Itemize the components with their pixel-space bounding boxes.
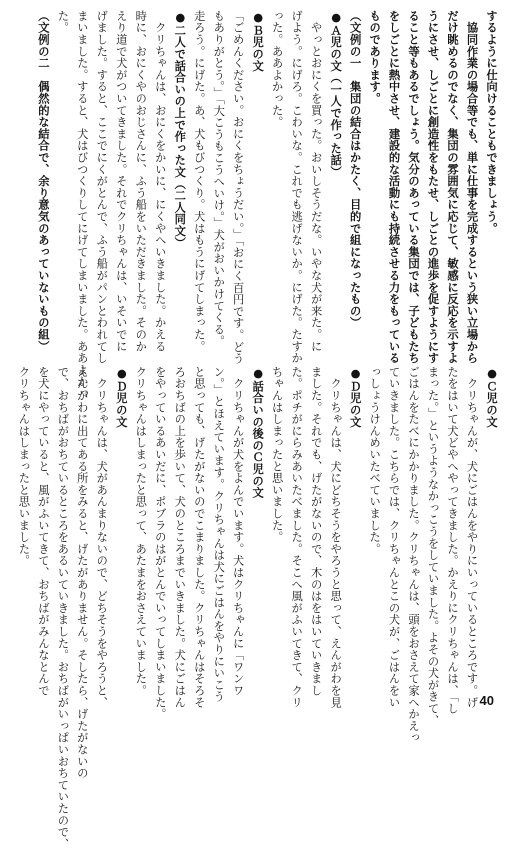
- text-column: まいました。すると、犬はびつくりしてにげてしまいました。ああよかっ: [75, 10, 89, 400]
- section-heading-column: ●Ｄ児の文: [114, 366, 129, 428]
- text-column: ものであります。: [368, 10, 383, 105]
- text-column: ごはんをたべにかかりました。クリちゃんは、頭をおさえて家へかえっ: [407, 366, 421, 744]
- text-column: った。ああよかった。: [270, 10, 284, 128]
- section-heading-column: （文例の一 集団の結合はかたく、目的で組になったもの）: [348, 10, 363, 329]
- text-column: た。: [56, 10, 70, 34]
- text-column: クリちゃんが犬をよんでいます。犬はクリちゃんに「ワンワ: [231, 366, 245, 697]
- text-column: するように仕向けることもできましょう。: [485, 10, 499, 235]
- text-column: げました。すると、ここでにくがとんで、ふう船がパンとわれてし: [95, 10, 109, 364]
- text-column: やっとおにくを買った。おいしそうだな。いやな犬が来た。に: [309, 10, 323, 353]
- section-heading-column: ●二人で話合いの上で作った文（二人同文）: [173, 10, 188, 249]
- text-column: えんがわに出てある所をみると、げたがありません。そしたら、げたがないの: [75, 366, 89, 779]
- text-column: ること等もあるでしょう。気分のあっている集団では、子どもたち: [407, 10, 422, 364]
- text-column: ン。」とほえています。クリちゃんは犬にごはんをやりにいこう: [212, 366, 226, 703]
- section-heading-column: （文例の二 偶然的な結合で、余り意気のあっていないもの組）: [36, 10, 51, 353]
- section-heading-column: ●Ｂ児の文: [251, 10, 266, 72]
- text-column: をやっているあいだに、ポブラのはがとんでいってしまいました。: [153, 366, 167, 720]
- text-column: 協同作業の場合等でも、単に仕事を完成するという狭い立場から: [465, 10, 480, 364]
- text-column: もありがとう。」「大こうもこうへいけ。」犬がおいかけてくる。: [212, 10, 226, 348]
- text-column: ていきました。こちらでは、クリちゃんとこの犬が、ごはんをい: [387, 366, 401, 709]
- text-column: っしょうけんめいたべていました。: [368, 366, 382, 555]
- text-column: だけ眺めるのでなく、集団の雰囲気に応じて、敏感に反応を示すよ: [446, 10, 461, 364]
- text-column: 時に、おにくやのおじさんに、ふう船をいただきました。そのか: [134, 10, 148, 353]
- text-column: えり道で犬がついてきました。それでクリちゃんは、いそいでに: [114, 10, 128, 353]
- text-column: ろおちばの上を歩いて、犬のところまでいきました。犬にごはん: [173, 366, 187, 709]
- text-column: た。ポチがにらみあいたべました。そこへ風がふいてきて、クリ: [290, 366, 304, 709]
- text-column: たをはいて犬どやへやってきました。かえりにクリちゃんは、「し: [446, 366, 460, 715]
- text-column: と思っても、げたがないのでこまりました。クリちゃんはそろそ: [192, 366, 206, 709]
- text-column: クリちゃんが、犬にごはんをやりにいっているところです。げ: [465, 366, 479, 709]
- text-column: ちゃんはしまったと思いました。: [270, 366, 284, 543]
- text-column: クリちゃんは、犬にどちそうをやろうと思って、えんがわを見: [329, 366, 343, 709]
- text-column: 走ろう。にげた。あ、犬もびつくり。犬はもうにげてしまった。: [192, 10, 206, 353]
- text-column: を犬にやっていると、風がふいてきて、おちばがみんなとんで: [36, 366, 50, 697]
- text-column: げよう。にげろ。こわいな。これでも逃げないか。にげた。たすか: [290, 10, 304, 364]
- text-column: クリちゃんはしまったと思いました。: [17, 366, 31, 567]
- text-column: で、おちばがおちているところをあるいていきました。おちばがいっぱいおちていたので、: [56, 366, 70, 850]
- text-column: クリちゃんは、犬があんまりないので、どちそうをやろうと、: [95, 366, 109, 709]
- section-heading-column: ●話合いの後のＣ児の文: [251, 366, 266, 499]
- text-column: まった。」というようなかっこうをしていました。よその犬がきて、: [426, 366, 440, 727]
- text-column: ました。それでも、げたがないので、木のはをはいていきまし: [309, 366, 323, 697]
- section-heading-column: ●Ａ児の文（一人で作った話）: [329, 10, 344, 178]
- section-gap: [40, 352, 500, 353]
- text-column: クリちゃんは、おにくをかいに、にくやへいきました。かえる: [153, 10, 167, 353]
- text-column: をしごとに熱中させ、建設的な活動にも持続させる力をもっている: [387, 10, 402, 364]
- section-heading-column: ●Ｃ児の文: [485, 366, 499, 428]
- page-number: 40: [479, 693, 494, 708]
- text-column: クリちゃんはしまったと思って、あたまをおさえていました。: [134, 366, 148, 697]
- text-column: 「ごめんください。おにくをちょうだい。」「おにく百円です。どう: [231, 10, 245, 365]
- section-heading-column: ●Ｄ児の文: [348, 366, 363, 428]
- text-column: うにさせ、しごとに創造性をもたせ、しごとの進歩を促すようにす: [426, 10, 441, 364]
